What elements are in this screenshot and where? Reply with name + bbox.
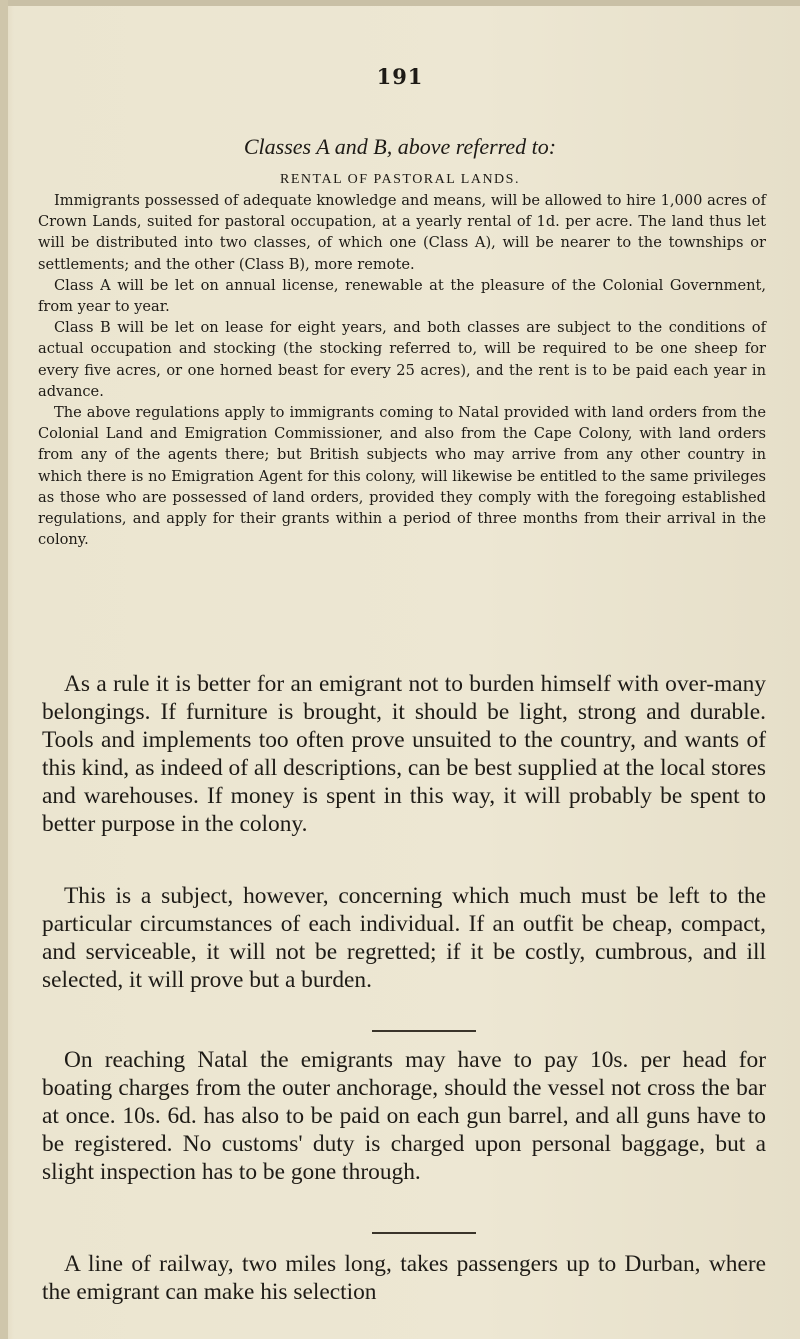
paragraph: Class B will be let on lease for eight years, and both classes are subject to the conditions of actual occupation and stocking (the stocking referred to, will be required to be one sheep for every five acres, or one horned beast for every 25 acres), and the rent is to be paid each year in advance. <box>38 319 766 400</box>
paragraph: This is a subject, however, concerning which much must be left to the particular circumstances of each individual. If an outfit be cheap, compact, and serviceable, it will not be regretted; if it be costly, cumbrous, and ill selected, it will prove but a burden. <box>42 883 766 993</box>
page-number: 191 <box>376 64 424 89</box>
paragraph: Class A will be let on annual license, renewable at the pleasure of the Colonial Government, from year to year. <box>38 276 766 316</box>
section-title: Classes A and B, above referred to: <box>243 134 557 159</box>
paragraph: Immigrants possessed of adequate knowledge and means, will be allowed to hire 1,000 acres of Crown Lands, suited for pastoral occupation, at a yearly rental of 1d. per acre. The land thus let will be distributed into two classes, of which one (Class A), will be nearer to the townships or settlements; and the other (Class B), more remote. <box>38 192 766 273</box>
section-divider <box>372 1030 476 1032</box>
advice-paragraph-railway <box>42 1250 766 1306</box>
paragraph: The above regulations apply to immigrants coming to Natal provided with land orders from the Colonial Land and Emigration Commissioner, and also from the Cape Colony, with land orders from any of the agents there; but British subjects who may arrive from any other country in which there is no Emigration Agent for this colony, will likewise be entitled to the same privileges as those who are possessed of land orders, provided they comply with the foregoing established regulations, and apply for their grants within a period of three months from their arrival in the colony. <box>38 404 766 549</box>
paragraph: As a rule it is better for an emigrant not to burden himself with over-many belongings. If furniture is brought, it should be light, strong and durable. Tools and implements too often prove unsuited to the country, and wants of this kind, as indeed of all descriptions, can be best supplied at the local stores and warehouses. If money is spent in this way, it will probably be spent to better purpose in the colony. <box>42 671 766 837</box>
page-top-edge <box>0 0 800 6</box>
advice-paragraph-outfit <box>42 882 766 994</box>
advice-paragraph-belongings <box>42 670 766 838</box>
paragraph: On reaching Natal the emigrants may have to pay 10s. per head for boating charges from the outer anchorage, should the vessel not cross the bar at once. 10s. 6d. has also to be paid on each gun barrel, and all guns have to be registered. No customs' duty is charged upon personal baggage, but a slight inspection has to be gone through. <box>42 1047 766 1185</box>
page-binding-edge <box>0 0 8 1339</box>
section-divider <box>372 1232 476 1234</box>
advice-paragraph-arrival <box>42 1046 766 1186</box>
regulations-text <box>38 190 766 550</box>
paragraph: A line of railway, two miles long, takes passengers up to Durban, where the emigrant can make his selection <box>42 1251 766 1305</box>
subheading: RENTAL OF PASTORAL LANDS. <box>280 172 520 187</box>
